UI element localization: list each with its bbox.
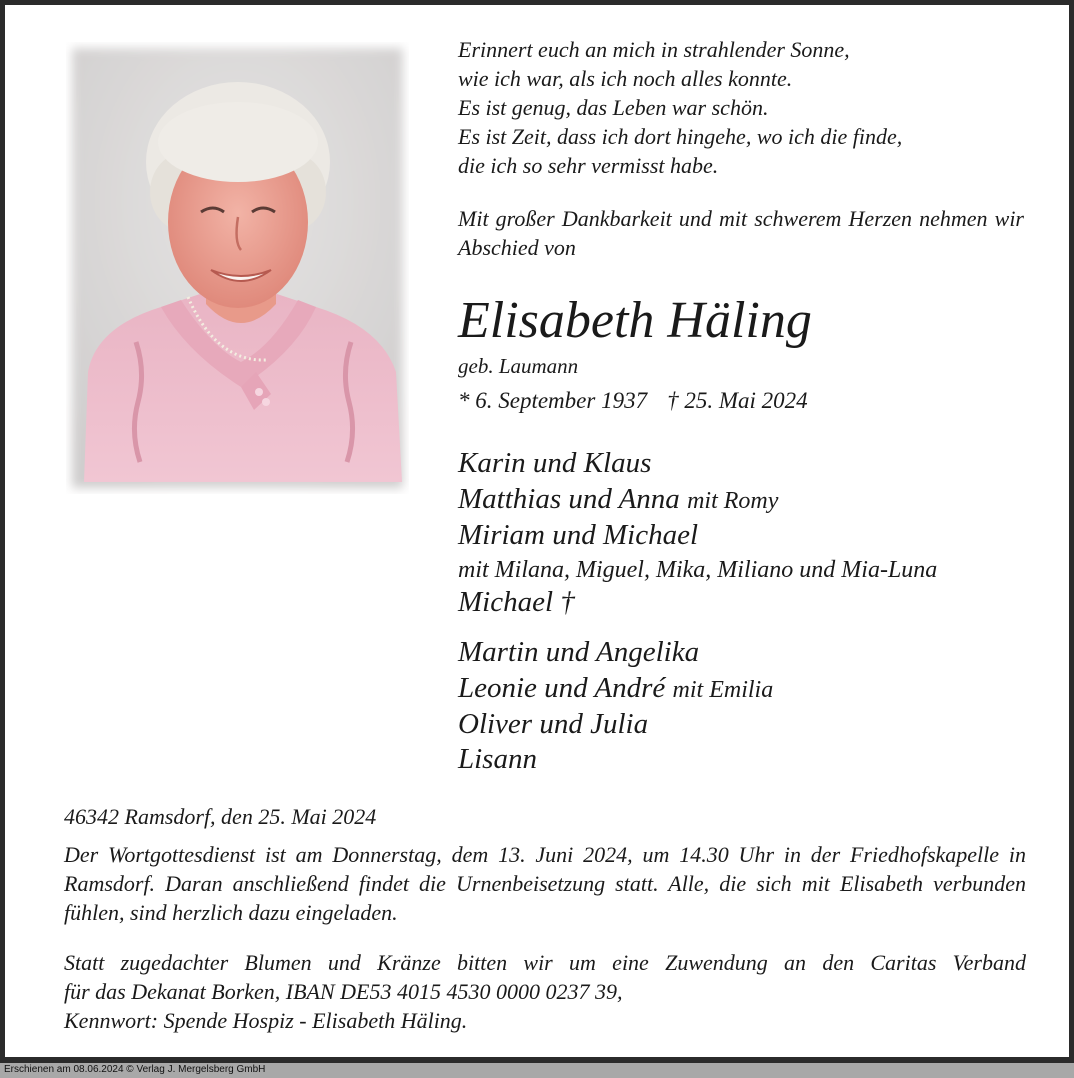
family-small: mit Emilia — [672, 677, 774, 703]
farewell-intro: Mit großer Dankbarkeit und mit schwerem Herzen nehmen wir Abschied von — [458, 206, 1024, 260]
family-line — [458, 482, 778, 519]
life-dates — [458, 386, 808, 416]
poem-line: Erinnert euch an mich in strahlender Sonne, — [458, 37, 850, 62]
birth-date: * 6. September 1937 — [458, 388, 648, 413]
deceased-name: Elisabeth Häling — [458, 292, 812, 349]
donation-line: für das Dekanat Borken, IBAN DE53 4015 4530 0000 0237 39, — [64, 979, 623, 1004]
poem-line: die ich so sehr vermisst habe. — [458, 153, 719, 178]
family-line — [458, 671, 773, 708]
poem-line: wie ich war, als ich noch alles konnte. — [458, 66, 793, 91]
portrait-photo — [66, 42, 409, 494]
death-date: † 25. Mai 2024 — [667, 388, 808, 413]
family-main: Matthias und Anna — [458, 483, 680, 515]
donation-line: Kennwort: Spende Hospiz - Elisabeth Häling. — [64, 1008, 468, 1033]
family-main: Leonie und André — [458, 672, 666, 704]
birth-name: geb. Laumann — [458, 354, 579, 378]
family-line: Michael † — [458, 586, 575, 618]
family-line: Martin und Angelika — [458, 636, 700, 668]
family-line: mit Milana, Miguel, Mika, Miliano und Mia-Luna — [458, 557, 938, 583]
family-line: Karin und Klaus — [458, 447, 652, 479]
service-text: Der Wortgottesdienst ist am Donnerstag, dem 13. Juni 2024, um 14.30 Uhr in der Friedhofskapelle in Ramsdorf. Daran anschließend findet die Urnenbeisetzung statt. Alle, die sich mit Elisabeth verbunden fühlen, sind herzlich dazu eingeladen. — [64, 842, 1026, 925]
donation-text — [64, 948, 1026, 1035]
donation-line: Statt zugedachter Blumen und Kränze bitten wir um eine Zuwendung an den Caritas Verband — [64, 950, 1026, 975]
poem — [458, 35, 902, 180]
publication-note: Erschienen am 08.06.2024 © Verlag J. Mergelsberg GmbH — [4, 1064, 266, 1075]
poem-line: Es ist Zeit, dass ich dort hingehe, wo ich die finde, — [458, 124, 903, 149]
family-small: mit Romy — [687, 488, 779, 514]
family-line: Miriam und Michael — [458, 519, 699, 551]
family-line: Lisann — [458, 743, 537, 775]
place-date: 46342 Ramsdorf, den 25. Mai 2024 — [64, 804, 377, 829]
family-line: Oliver und Julia — [458, 708, 649, 740]
poem-line: Es ist genug, das Leben war schön. — [458, 95, 769, 120]
